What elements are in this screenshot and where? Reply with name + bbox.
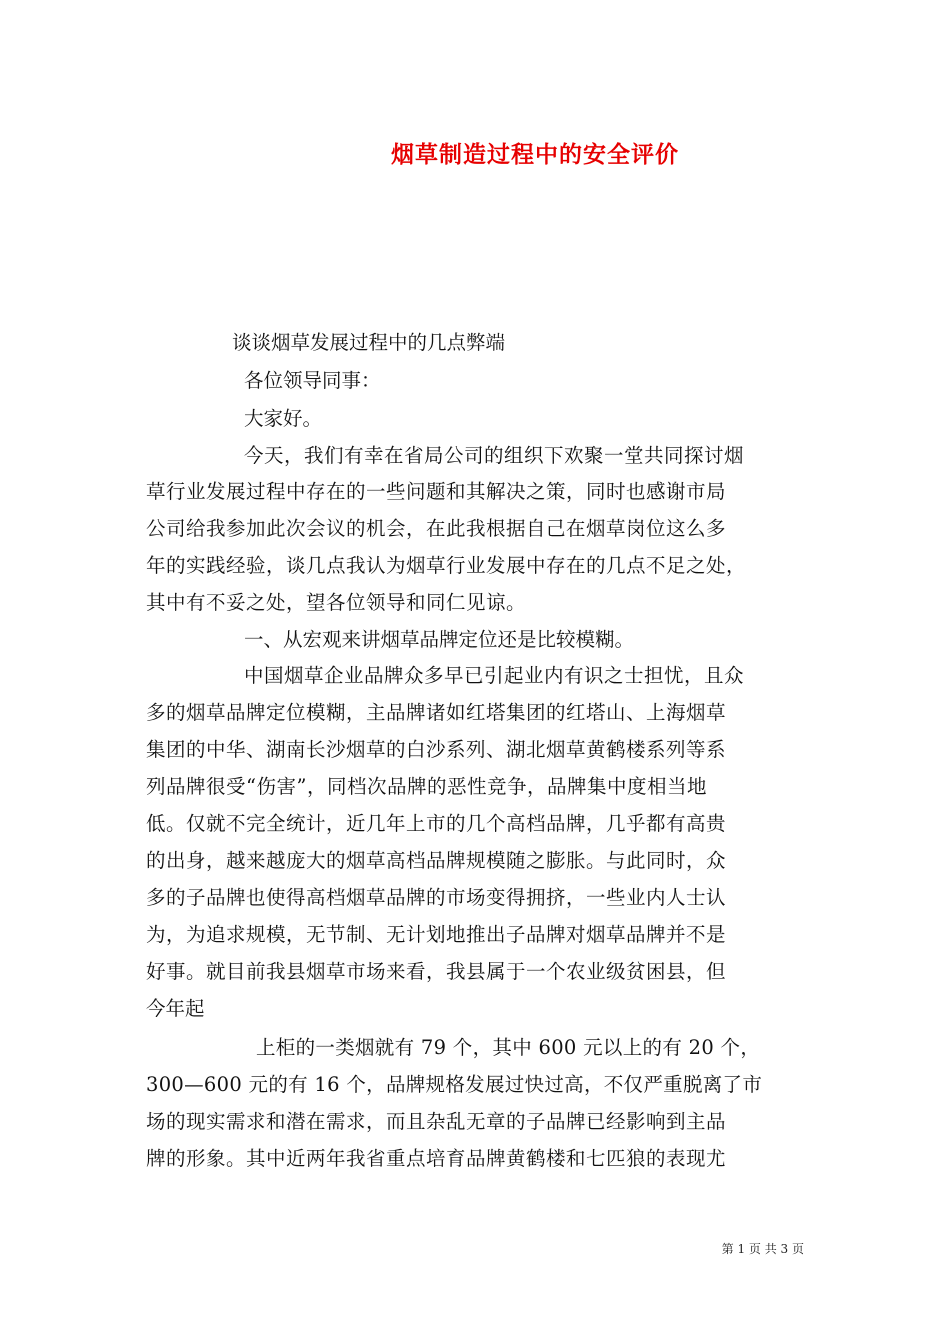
salutation-line: 各位领导同事： — [244, 369, 381, 392]
paragraph-line: 列品牌很受“伤害”，同档次品牌的恶性竞争，品牌集中度相当地 — [146, 775, 707, 798]
paragraph-line: 场的现实需求和潜在需求，而且杂乱无章的子品牌已经影响到主品 — [146, 1110, 727, 1133]
paragraph-line: 低。仅就不完全统计，近几年上市的几个高档品牌，几乎都有高贵 — [146, 812, 727, 835]
paragraph-line: 的出身，越来越庞大的烟草高档品牌规模随之膨胀。与此同时，众 — [146, 849, 727, 872]
paragraph-line: 300—600 元的有 16 个，品牌规格发展过快过高，不仅严重脱离了市 — [146, 1073, 763, 1096]
paragraph-line: 多的烟草品牌定位模糊，主品牌诸如红塔集团的红塔山、上海烟草 — [146, 701, 727, 724]
paragraph-line: 好事。就目前我县烟草市场来看，我县属于一个农业级贫困县，但 — [146, 960, 727, 983]
greeting-line: 大家好。 — [244, 407, 323, 430]
document-title: 烟草制造过程中的安全评价 — [391, 141, 679, 168]
paragraph-line: 草行业发展过程中存在的一些问题和其解决之策，同时也感谢市局 — [146, 480, 727, 503]
paragraph-line: 上柜的一类烟就有 79 个，其中 600 元以上的有 20 个， — [256, 1036, 761, 1059]
page-number-footer: 第 1 页 共 3 页 — [721, 1242, 804, 1256]
paragraph-line: 集团的中华、湖南长沙烟草的白沙系列、湖北烟草黄鹤楼系列等系 — [146, 738, 727, 761]
section-heading: 一、从宏观来讲烟草品牌定位还是比较模糊。 — [244, 628, 635, 651]
paragraph-line: 其中有不妥之处，望各位领导和同仁见谅。 — [146, 591, 527, 614]
paragraph-line: 公司给我参加此次会议的机会，在此我根据自己在烟草岗位这么多 — [146, 517, 727, 540]
paragraph-line: 牌的形象。其中近两年我省重点培育品牌黄鹤楼和七匹狼的表现尤 — [146, 1147, 727, 1170]
paragraph-line: 为，为追求规模，无节制、无计划地推出子品牌对烟草品牌并不是 — [146, 923, 727, 946]
paragraph-line: 多的子品牌也使得高档烟草品牌的市场变得拥挤，一些业内人士认 — [146, 886, 727, 909]
paragraph-line: 今天，我们有幸在省局公司的组织下欢聚一堂共同探讨烟 — [244, 444, 745, 467]
paragraph-line: 今年起 — [146, 997, 205, 1020]
subtitle-line: 谈谈烟草发展过程中的几点弊端 — [232, 331, 506, 354]
paragraph-line: 中国烟草企业品牌众多早已引起业内有识之士担忧，且众 — [244, 664, 745, 687]
paragraph-line: 年的实践经验，谈几点我认为烟草行业发展中存在的几点不足之处， — [146, 554, 747, 577]
